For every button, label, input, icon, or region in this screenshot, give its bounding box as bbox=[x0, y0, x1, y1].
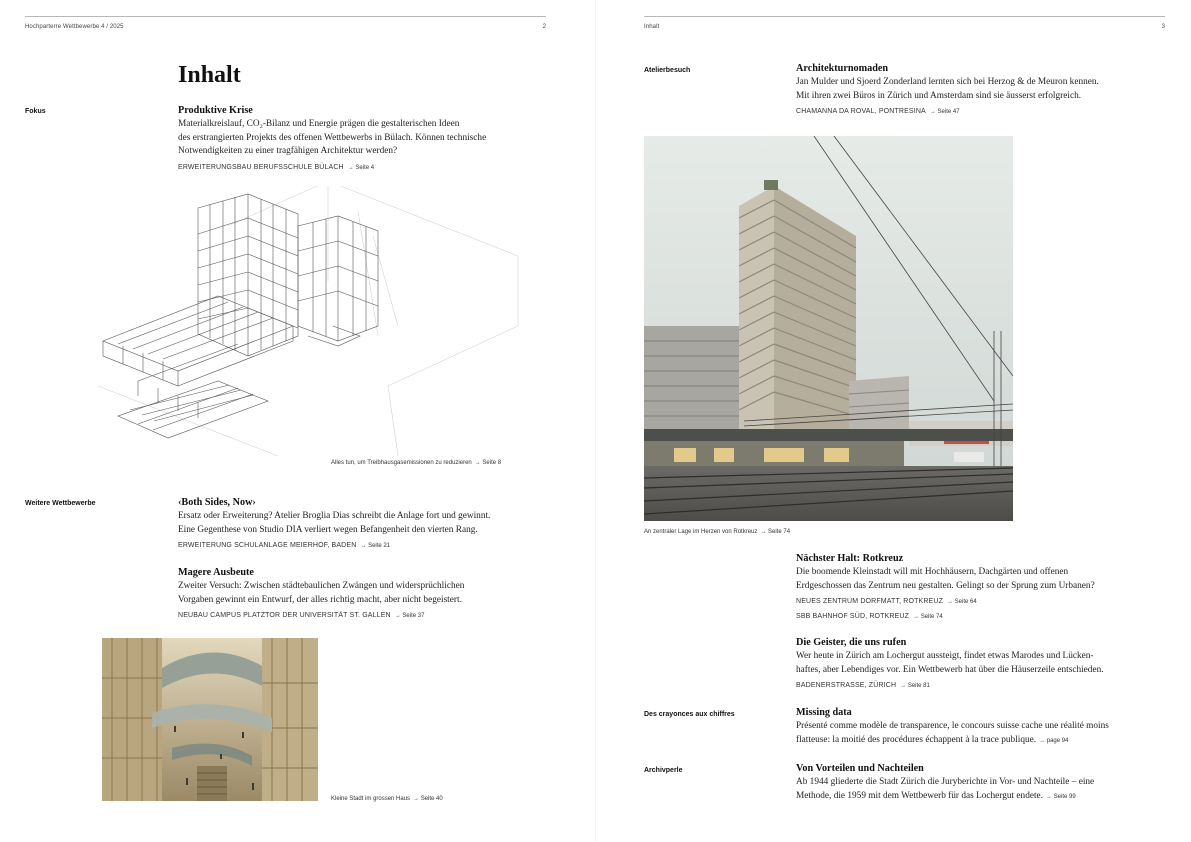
top-rule bbox=[25, 16, 546, 17]
entry-architekturnomaden[interactable] bbox=[796, 62, 1176, 118]
entry-rotkreuz[interactable] bbox=[796, 552, 1176, 623]
entry-missing-data[interactable] bbox=[796, 706, 1181, 748]
figure-caption-interior: Kleine Stadt im grossen Haus → Seite 40 bbox=[331, 796, 443, 802]
entry-description: Zweiter Versuch: Zwischen städtebaulichen Zwängen und widersprüchlichen Vorgaben gewinnt ein Entwurf, der alles richtig macht, aber nicht begeistert. bbox=[178, 581, 465, 605]
entry-produktive-krise[interactable] bbox=[178, 104, 568, 174]
entry-title: Nächster Halt: Rotkreuz bbox=[796, 553, 904, 564]
entry-description: Ersatz oder Erweiterung? Atelier Broglia Dias schreibt die Anlage fort und gewinnt. Eine Gegenthese von Studio DIA verliert wegen Befangenheit den vierten Rang. bbox=[178, 511, 491, 535]
figure-caption-tower: An zentraler Lage im Herzen von Rotkreuz → Seite 74 bbox=[644, 529, 791, 535]
section-label-fokus: Fokus bbox=[25, 108, 46, 115]
entry-description: Ab 1944 gliederte die Stadt Zürich die Juryberichte in Vor- und Nachteile – eine Methode, die 1959 mit dem Wettbewerb für das Lochergut endete. → Seite 99 bbox=[796, 777, 1095, 801]
entry-project: ERWEITERUNGSBAU BERUFSSCHULE BÜLACH → Seite 4 bbox=[178, 163, 375, 171]
tower-photo bbox=[644, 136, 1013, 521]
right-page bbox=[596, 0, 1191, 842]
entry-title: Magere Ausbeute bbox=[178, 567, 254, 578]
page-reference: → Seite 40 bbox=[413, 796, 443, 802]
page-reference: → Seite 74 bbox=[760, 529, 791, 535]
entry-description: Die boomende Kleinstadt will mit Hochhäusern, Dachgärten und offenen Erdgeschossen das Zentrum neu gestalten. Gelingt so der Sprung zum Urbanen? bbox=[796, 567, 1095, 591]
entry-title: Produktive Krise bbox=[178, 105, 253, 116]
interior-rendering bbox=[102, 638, 318, 801]
entry-project: CHAMANNA DA ROVAL, PONTRESINA → Seite 47 bbox=[796, 108, 960, 115]
page-reference: → Seite 81 bbox=[900, 683, 930, 689]
entry-description: Wer heute in Zürich am Lochergut aussteigt, findet etwas Marodes und Lücken- haftes, aber Lebendiges vor. Ein Wettbewerb hat über die Häuserzeile entschieden. bbox=[796, 651, 1104, 675]
entry-title: Architekturnomaden bbox=[796, 63, 889, 74]
page-number: 2 bbox=[542, 24, 546, 30]
entry-project: BADENERSTRASSE, ZÜRICH → Seite 81 bbox=[796, 682, 930, 689]
page-reference: → page 94 bbox=[1039, 737, 1069, 744]
section-label-atelierbesuch: Atelierbesuch bbox=[644, 67, 691, 74]
page-reference: → Seite 4 bbox=[347, 164, 375, 171]
page-reference: → Seite 37 bbox=[394, 613, 425, 619]
axonometric-drawing bbox=[98, 186, 548, 456]
running-head: Inhalt bbox=[644, 24, 660, 30]
section-label-archivperle: Archivperle bbox=[644, 767, 683, 774]
entry-project: NEUBAU CAMPUS PLATZTOR DER UNIVERSITÄT ST. GALLEN → Seite 37 bbox=[178, 612, 425, 619]
entry-title: Die Geister, die uns rufen bbox=[796, 637, 907, 648]
top-rule bbox=[644, 16, 1165, 17]
page-reference: → Seite 8 bbox=[474, 460, 502, 466]
page-number: 3 bbox=[1161, 24, 1165, 30]
figure-caption-axonometry: Alles tun, um Treibhausgasemissionen zu reduzieren → Seite 8 bbox=[331, 460, 502, 466]
entry-description: Présenté comme modèle de transparence, le concours suisse cache une réalité moins flatteuse: la moitié des procédures échappent à la trace publique. → page 94 bbox=[796, 721, 1109, 745]
entry-magere-ausbeute[interactable] bbox=[178, 566, 568, 622]
page-reference: → Seite 47 bbox=[929, 109, 960, 115]
section-label-weitere-wettbewerbe: Weitere Wettbewerbe bbox=[25, 500, 96, 507]
page-reference: → Seite 74 bbox=[913, 614, 943, 620]
page-reference: → Seite 99 bbox=[1046, 793, 1076, 800]
entry-title: Missing data bbox=[796, 707, 852, 718]
entry-von-vorteilen[interactable] bbox=[796, 762, 1181, 804]
left-page bbox=[0, 0, 595, 842]
entry-title: Von Vorteilen und Nachteilen bbox=[796, 763, 924, 774]
page-reference: → Seite 64 bbox=[947, 599, 977, 605]
entry-description: Materialkreislauf, CO₂-Bilanz und Energie prägen die gestalterischen Ideen des erstrangierten Projekts des offenen Wettbewerbs in Bülach. Können technische Notwendigkeiten zu einer tragfähigen Architektur werden? bbox=[178, 119, 487, 156]
entry-geister[interactable] bbox=[796, 636, 1176, 692]
page-reference: → Seite 21 bbox=[360, 543, 391, 549]
running-head: Hochparterre Wettbewerbe 4 / 2025 bbox=[25, 24, 124, 30]
entry-project: NEUES ZENTRUM DORFMATT, ROTKREUZ → Seite 64 SBB BAHNHOF SÜD, ROTKREUZ → Seite 74 bbox=[796, 598, 977, 620]
section-label-des-crayonces: Des crayonces aux chiffres bbox=[644, 711, 735, 718]
contents-title: Inhalt bbox=[178, 62, 241, 88]
entry-description: Jan Mulder und Sjoerd Zonderland lernten sich bei Herzog & de Meuron kennen. Mit ihren zwei Büros in Zürich und Amsterdam sind sie äusserst erfolgreich. bbox=[796, 77, 1099, 101]
entry-both-sides-now[interactable] bbox=[178, 496, 568, 552]
entry-project: ERWEITERUNG SCHULANLAGE MEIERHOF, BADEN → Seite 21 bbox=[178, 542, 391, 549]
entry-title: ‹Both Sides, Now› bbox=[178, 497, 256, 508]
